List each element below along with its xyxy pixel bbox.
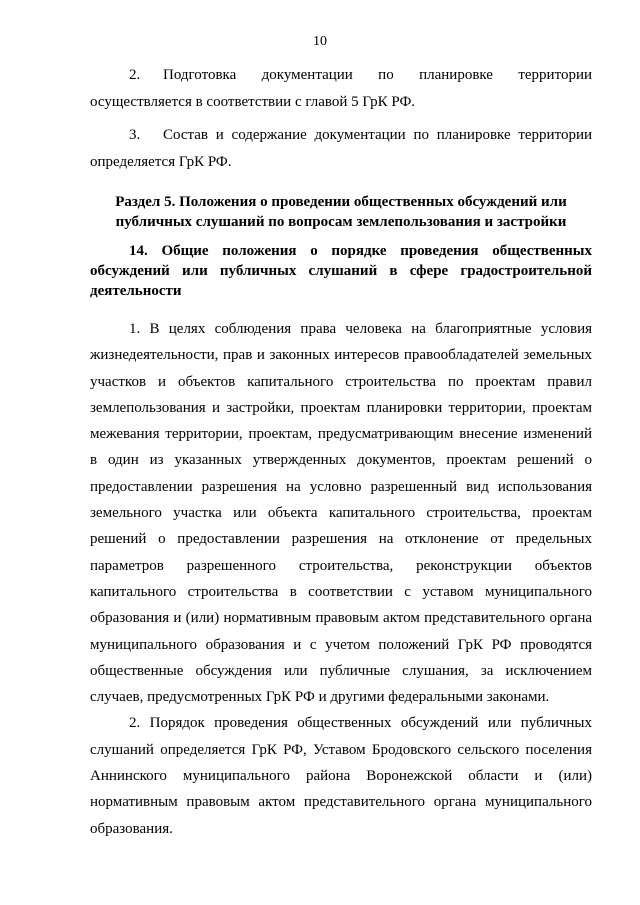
list-item-continuation: определяется ГрК РФ. [90,154,232,170]
list-item-number: 3. [129,127,141,143]
body-paragraph-1: 1. В целях соблюдения права человека на благоприятные условия жизнедеятельности, прав и законных интересов правообладателей земельных участков и объектов капитального строительства по проектам правил землепользования и застройки, проектам планировки территории, проектам межевания территории, проектам, предусматривающим внесение изменений в один из указанных утвержденных документов, проектам решений о предоставлении разрешения на условно разрешенный вид использования земельного участка или объекта капитального строительства, проектам решений о предоставлении разрешения на отклонение от предельных параметров разрешенного строительства, реконструкции объектов капитального строительства в соответствии с уставом муниципального образования и (или) нормативным правовым актом представительного органа муниципального образования и с учетом положений ГрК РФ проводятся общественные обсуждения или публичные слушания, за исключением случаев, предусмотренных ГрК РФ и другими федеральными законами. [90,321,592,706]
list-item-line1: Состав и содержание документации по планировке территории [163,127,592,143]
list-item-continuation: осуществляется в соответствии с главой 5 ГрК РФ. [90,94,416,110]
list-item-number: 2. [129,67,141,83]
section-title: Раздел 5. Положения о проведении общественных обсуждений или публичных слушаний по вопросам землепользования и застройки [115,194,567,230]
page-number: 10 [313,34,327,49]
body-paragraph-2: 2. Порядок проведения общественных обсуждений или публичных слушаний определяется ГрК РФ, Уставом Бродовского сельского поселения Аннинского муниципального района Воронежской области и (или) нормативным правовым актом представительного органа муниципального образования. [90,715,592,837]
list-item-first-line [90,122,592,149]
list-item-2 [90,62,592,116]
list-item-3 [90,122,592,176]
list-item-first-line [90,62,592,89]
page-content [90,62,592,842]
article-title: 14. Общие положения о порядке проведения общественных обсуждений или публичных слушаний в сфере градостроительной деятельности [90,243,592,299]
list-item-line1: Подготовка документации по планировке территории [163,67,592,83]
